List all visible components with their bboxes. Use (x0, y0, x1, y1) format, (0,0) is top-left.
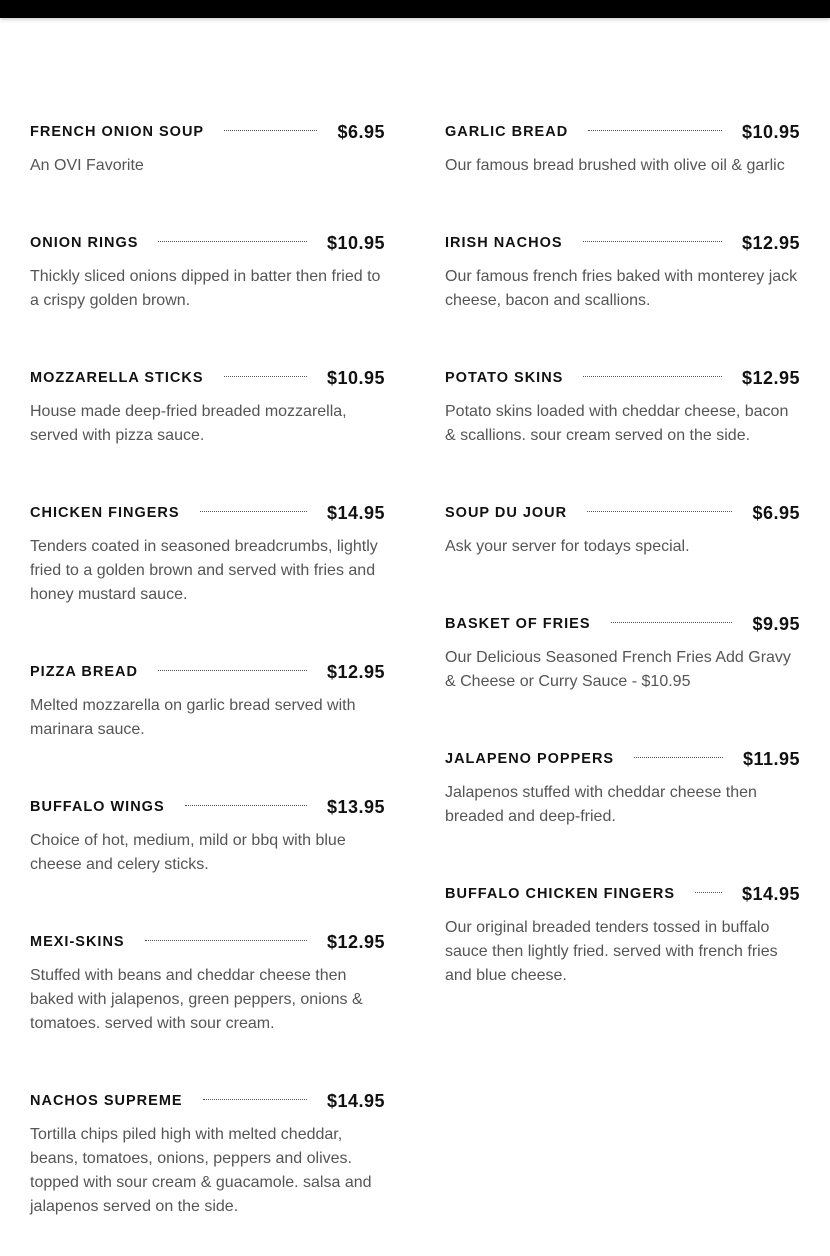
dotted-leader (611, 622, 733, 623)
menu-column-left (30, 120, 385, 1219)
dotted-leader (634, 757, 723, 758)
menu-item (30, 1089, 385, 1219)
menu-item-description: Thickly sliced onions dipped in batter then fried to a crispy golden brown. (30, 268, 381, 309)
menu-item-price: $6.95 (752, 502, 800, 523)
menu-item (445, 747, 800, 882)
menu-item-name: POTATO SKINS (445, 370, 564, 386)
menu-item (30, 930, 385, 1089)
menu-item-description: Our Delicious Seasoned French Fries Add Gravy & Cheese or Curry Sauce - $10.95 (445, 649, 791, 690)
menu-item-price: $14.95 (741, 883, 800, 904)
menu-item-name: SOUP DU JOUR (445, 505, 568, 521)
menu-item-price: $10.95 (326, 367, 385, 388)
dotted-leader (587, 511, 732, 512)
dotted-leader (145, 940, 307, 941)
menu-item-header (30, 366, 385, 390)
menu-item-name: BASKET OF FRIES (445, 616, 591, 632)
menu-item-description: An OVI Favorite (30, 157, 144, 174)
dotted-leader (588, 130, 722, 131)
menu-item-name: PIZZA BREAD (30, 664, 138, 680)
menu-item-description: Melted mozzarella on garlic bread served with marinara sauce. (30, 697, 356, 738)
menu-item (30, 366, 385, 501)
menu-item-description: Jalapenos stuffed with cheddar cheese then breaded and deep-fried. (445, 784, 757, 825)
menu-item-name: BUFFALO CHICKEN FINGERS (445, 886, 676, 902)
menu-item (30, 660, 385, 795)
menu-item-price: $12.95 (326, 661, 385, 682)
menu-item-name: NACHOS SUPREME (30, 1093, 183, 1109)
menu-item-header (30, 660, 385, 684)
menu-item-header (445, 882, 800, 906)
menu-item-description: Our original breaded tenders tossed in buffalo sauce then lightly fried. served with french fries and blue cheese. (445, 919, 778, 984)
dotted-leader (158, 241, 306, 242)
menu-item-price: $9.95 (752, 613, 800, 634)
menu-item (445, 231, 800, 366)
menu-item-price: $13.95 (326, 796, 385, 817)
menu-item-description: Potato skins loaded with cheddar cheese, bacon & scallions. sour cream served on the side. (445, 403, 789, 444)
menu-item-description: Our famous bread brushed with olive oil & garlic (445, 157, 785, 174)
menu-item-header (445, 120, 800, 144)
dotted-leader (203, 1099, 307, 1100)
menu-item-name: FRENCH ONION SOUP (30, 124, 205, 140)
menu-item-description: Choice of hot, medium, mild or bbq with blue cheese and celery sticks. (30, 832, 346, 873)
menu-item-header (30, 120, 385, 144)
menu-item-header (30, 1089, 385, 1113)
menu-item (30, 231, 385, 366)
menu-item-price: $10.95 (326, 232, 385, 253)
menu-item (445, 366, 800, 501)
menu-column-right (445, 120, 800, 1219)
dotted-leader (158, 670, 307, 671)
menu-item-price: $14.95 (326, 502, 385, 523)
dotted-leader (224, 130, 317, 131)
menu-item-name: JALAPENO POPPERS (445, 751, 615, 767)
menu-item (445, 501, 800, 612)
menu-item-header (30, 501, 385, 525)
menu-item-name: MEXI-SKINS (30, 934, 125, 950)
menu-item-header (445, 231, 800, 255)
menu-item-description: Ask your server for todays special. (445, 538, 690, 555)
dotted-leader (185, 805, 307, 806)
menu-item-name: MOZZARELLA STICKS (30, 370, 204, 386)
dotted-leader (583, 376, 722, 377)
menu-item-name: GARLIC BREAD (445, 124, 569, 140)
menu-item-price: $12.95 (326, 931, 385, 952)
menu-item-name: CHICKEN FINGERS (30, 505, 180, 521)
menu-item (30, 501, 385, 660)
menu-item-name: ONION RINGS (30, 235, 139, 251)
menu-item-description: Tortilla chips piled high with melted cheddar, beans, tomatoes, onions, peppers and olives. topped with sour cream & guacamole. salsa and jalapenos served on the side. (30, 1126, 372, 1215)
menu-item (445, 120, 800, 231)
menu-item-price: $6.95 (337, 121, 385, 142)
dotted-leader (583, 241, 722, 242)
menu-item-description: Stuffed with beans and cheddar cheese then baked with jalapenos, green peppers, onions & tomatoes. served with sour cream. (30, 967, 363, 1032)
menu-item-header (445, 612, 800, 636)
menu-item-header (30, 795, 385, 819)
menu-item (445, 882, 800, 988)
menu-item-price: $10.95 (741, 121, 800, 142)
dotted-leader (224, 376, 307, 377)
menu-grid (30, 120, 800, 1219)
top-bar (0, 0, 830, 18)
dotted-leader (200, 511, 307, 512)
menu-item-price: $11.95 (742, 748, 800, 769)
menu-item-description: Our famous french fries baked with monterey jack cheese, bacon and scallions. (445, 268, 798, 309)
dotted-leader (695, 892, 722, 893)
menu-item-price: $12.95 (741, 367, 800, 388)
menu-item-description: House made deep-fried breaded mozzarella, served with pizza sauce. (30, 403, 347, 444)
menu-item-header (30, 231, 385, 255)
menu-item-name: IRISH NACHOS (445, 235, 563, 251)
menu-item (30, 120, 385, 231)
menu-item-name: BUFFALO WINGS (30, 799, 165, 815)
menu-item-header (445, 501, 800, 525)
menu-item-description: Tenders coated in seasoned breadcrumbs, lightly fried to a golden brown and served with fries and honey mustard sauce. (30, 538, 378, 603)
menu-item (445, 612, 800, 747)
menu-item-price: $12.95 (741, 232, 800, 253)
menu-item (30, 795, 385, 930)
menu-item-header (445, 747, 800, 771)
menu-item-price: $14.95 (326, 1090, 385, 1111)
menu-item-header (30, 930, 385, 954)
menu-item-header (445, 366, 800, 390)
